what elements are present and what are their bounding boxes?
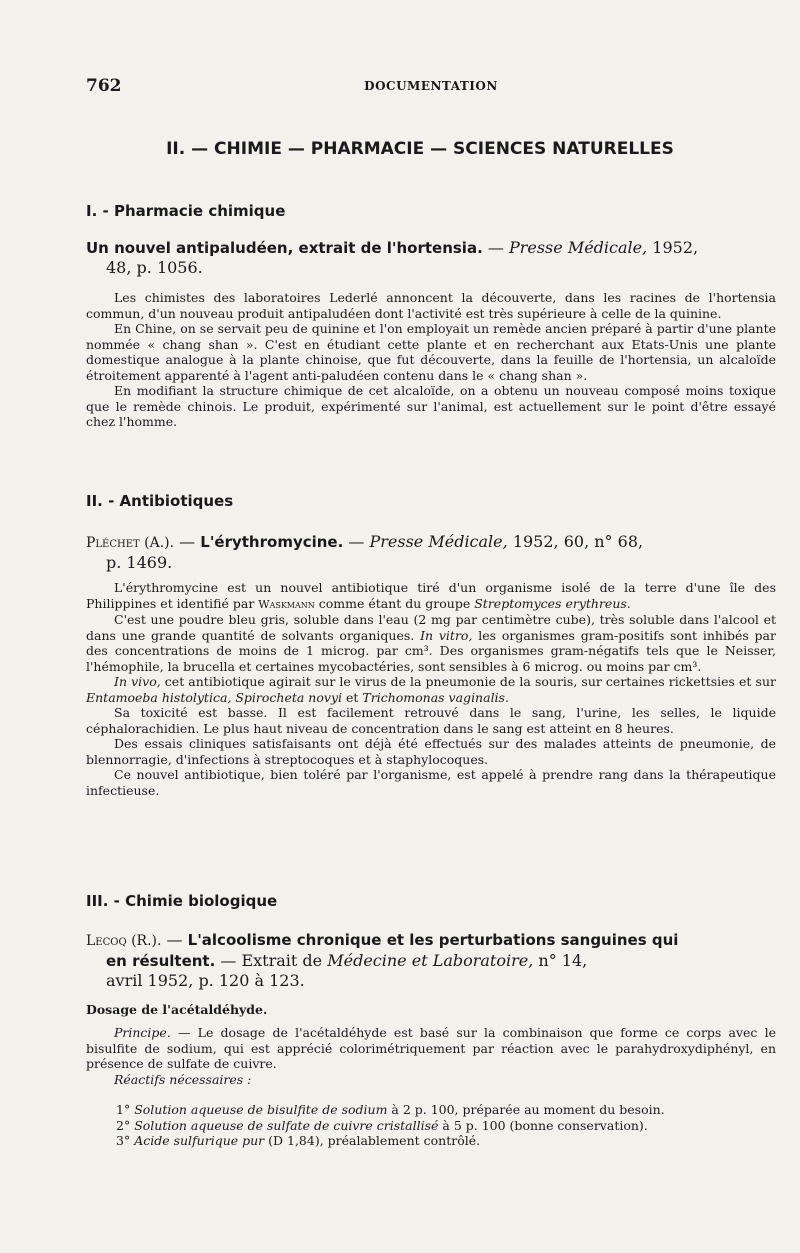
article-heading-alcoolisme — [86, 930, 776, 991]
subheading: Dosage de l'acétaldéhyde. — [86, 1002, 268, 1017]
section-title-chimie-biologique: III. - Chimie biologique — [86, 892, 278, 910]
species-name: Trichomonas vaginalis. — [362, 689, 509, 705]
reference-continued: 48, p. 1056. — [106, 258, 203, 277]
section-title-antibiotiques: II. - Antibiotiques — [86, 492, 234, 510]
list-item — [86, 1118, 776, 1134]
reagent-name: Solution aqueuse de sulfate de cuivre cristallisé — [134, 1117, 439, 1133]
article-title: L'alcoolisme chronique et les perturbations sanguines qui — [187, 931, 679, 949]
paragraph — [86, 580, 776, 612]
text: et — [342, 689, 363, 705]
paragraph: En modifiant la structure chimique de cet alcaloïde, on a obtenu un nouveau composé moins toxique que le remède chinois. Le produit, expérimenté sur l'animal, est actuellement sur le point d'être essayé chez l'homme. — [86, 383, 776, 429]
paragraph: Ce nouvel antibiotique, bien toléré par l'organisme, est appelé à prendre rang dans la thérapeutique infectieuse. — [86, 767, 776, 798]
dash: — — [174, 532, 201, 551]
paragraph — [86, 1025, 776, 1072]
reference: n° 14, — [533, 951, 588, 970]
item-number: 1° — [116, 1102, 131, 1117]
article-title-continued: en résultent. — [106, 952, 216, 970]
section1-body — [86, 290, 776, 430]
paragraph — [86, 612, 776, 674]
article-heading-hortensia — [86, 238, 776, 278]
article-title: Un nouvel antipaludéen, extrait de l'hortensia. — [86, 239, 483, 257]
list-item — [86, 1102, 776, 1118]
reagent-name: Solution aqueuse de bisulfite de sodium — [134, 1102, 388, 1117]
part-title: II. — CHIMIE — PHARMACIE — SCIENCES NATURELLES — [166, 139, 674, 159]
paragraph: Des essais cliniques satisfaisants ont déjà été effectués sur des malades atteints de pneumonie, de blennorragie, d'infections à streptocoques et à staphylocoques. — [86, 736, 776, 767]
reagent-list — [86, 1102, 776, 1149]
section2-body — [86, 580, 776, 798]
text: à 5 p. 100 (bonne conservation). — [438, 1117, 648, 1133]
text: C'est une poudre bleu gris, soluble dans l'eau (2 mg par centimètre cube), très soluble dans l'alcool et dans une grande quantité de solvants organiques. — [86, 612, 776, 643]
author: Pléchet (A.). — [86, 535, 175, 551]
text: Extrait de — [241, 951, 328, 970]
text: les organismes gram-positifs sont inhibés par des concentrations de moins de 1 microg. par cm³. Des organismes gram-négatifs tels que le Neisser, l'hémophile, la brucella et certaines mycobactéries, sont sensibles à 6 microg. ou moins par cm³. — [86, 627, 776, 674]
list-item — [86, 1133, 776, 1149]
paragraph: Sa toxicité est basse. Il est facilement retrouvé dans le sang, l'urine, les selles, le liquide céphalorachidien. Le plus haut niveau de concentration dans le sang est atteint en 8 heures. — [86, 705, 776, 736]
latin-term: In vitro, — [420, 627, 473, 643]
species-name: Entamoeba histolytica, Spirocheta novyi — [86, 689, 343, 705]
article-heading-erythromycine — [86, 532, 776, 573]
author: Lecoq (R.). — [86, 933, 162, 949]
reactifs-label: Réactifs nécessaires : — [114, 1071, 252, 1087]
text: comme étant du groupe — [314, 595, 475, 611]
section3-body — [86, 1025, 776, 1087]
label: Principe. — [114, 1025, 171, 1040]
dash: — — [215, 951, 242, 970]
text: (D 1,84), préalablement contrôlé. — [264, 1133, 481, 1148]
reference: 1952, — [647, 238, 699, 257]
reference: 1952, 60, n° 68, — [507, 532, 644, 551]
dash: — — [343, 532, 370, 551]
reference-continued: avril 1952, p. 120 à 123. — [106, 971, 305, 990]
text: — Le dosage de l'acétaldéhyde est basé sur la combinaison que forme ce corps avec le bisulfite de sodium, qui est apprécié colorimétriquement par réaction avec le parahydroxydiphényl, en présence de sulfate de cuivre. — [86, 1025, 776, 1071]
text: à 2 p. 100, préparée au moment du besoin. — [387, 1102, 665, 1117]
text: cet antibiotique agirait sur le virus de la pneumonie de la souris, sur certaines rickettsies et sur — [160, 674, 776, 689]
item-number: 2° — [116, 1117, 131, 1133]
journal-name: Presse Médicale, — [369, 532, 508, 551]
reference-continued: p. 1469. — [106, 553, 173, 572]
running-title: DOCUMENTATION — [364, 79, 498, 93]
author-name: Waskmann — [258, 597, 315, 611]
paragraph: Les chimistes des laboratoires Lederlé annoncent la découverte, dans les racines de l'hortensia commun, d'un nouveau produit antipaludéen dont l'activité est très supérieure à celle de la quinine. — [86, 290, 776, 321]
species-name: Streptomyces erythreus. — [474, 595, 631, 611]
latin-term: In vivo, — [114, 674, 161, 689]
reagent-name: Acide sulfurique pur — [134, 1133, 265, 1148]
journal-name: Presse Médicale, — [508, 238, 648, 257]
paragraph: En Chine, on se servait peu de quinine et l'on employait un remède ancien préparé à partir d'une plante nommée « chang shan ». C'est en étudiant cette plante et en recherchant aux Etats-Unis une plante domestique analogue à la plante chinoise, que fut découverte, dans la feuille de l'hortensia, un alcaloïde étroitement apparenté à l'agent anti-paludéen contenu dans le « chang shan ». — [86, 321, 776, 383]
article-title: L'érythromycine. — [200, 533, 344, 551]
page-number: 762 — [86, 76, 122, 96]
section-title-pharmacie: I. - Pharmacie chimique — [86, 202, 286, 220]
journal-name: Médecine et Laboratoire, — [327, 951, 534, 970]
text: L'érythromycine est un nouvel antibiotique tiré d'un organisme isolé de la terre d'une île des Philippines et identifié par — [86, 580, 776, 611]
paragraph — [86, 674, 776, 705]
dash: — — [482, 238, 509, 257]
item-number: 3° — [116, 1133, 131, 1148]
page-header — [86, 76, 776, 98]
dash: — — [161, 930, 188, 949]
